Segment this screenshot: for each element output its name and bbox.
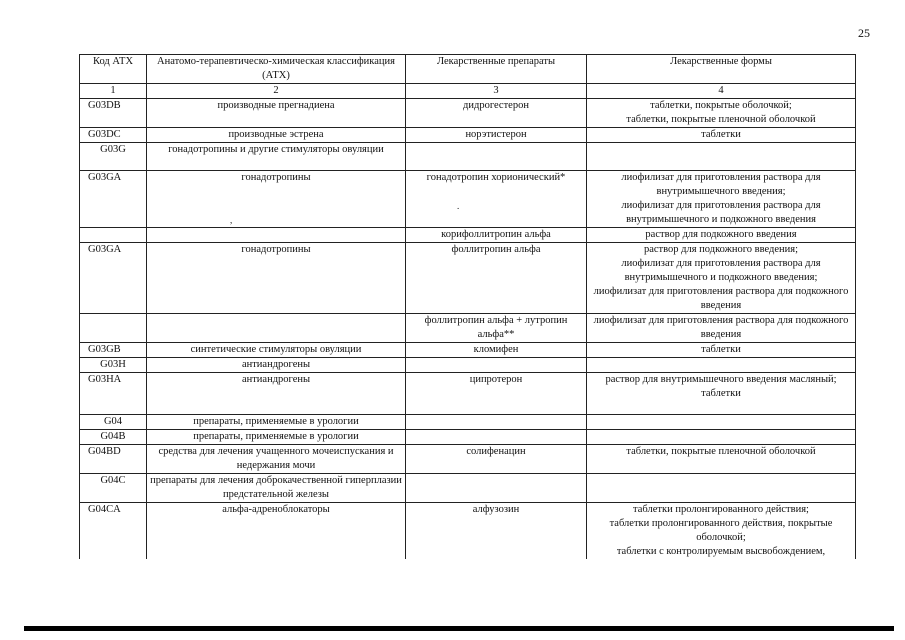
atx-class-text: производные эстрена [228,129,324,140]
atx-class-text: производные прегнадиена [217,100,335,111]
atx-class-text: антиандрогены [241,359,311,370]
dosage-form-cell [587,128,856,143]
header-atx-code: Код АТХ [80,55,147,84]
table-row [80,128,856,143]
atx-class-cell [147,99,406,128]
atx-code-cell [80,243,147,314]
atx-class-text: препараты, применяемые в урологии [193,431,359,442]
drug-cell [406,503,587,560]
table-row [80,143,856,171]
column-number: 3 [406,84,587,99]
table-row [80,358,856,373]
atx-code-text: G04B [100,431,126,442]
atx-class-text: препараты, применяемые в урологии [193,416,359,427]
page-number: 25 [858,26,870,40]
atx-code-text: G03DB [88,100,121,111]
column-number: 4 [587,84,856,99]
drug-text: фоллитропин альфа [451,244,541,255]
table-row [80,430,856,445]
stray-mark: . [457,201,460,211]
drug-text: дидрогестерон [463,100,529,111]
drug-cell [406,228,587,243]
table-row [80,503,856,560]
atx-code-cell [80,445,147,474]
atx-class-cell [147,143,406,171]
drug-cell [406,143,587,171]
header-atx-classification: Анатомо-терапевтическо-химическая классификация (АТХ) [147,55,406,84]
dosage-form-cell [587,445,856,474]
dosage-form-cell [587,373,856,415]
drug-text: алфузозин [472,504,520,515]
atx-code-text: G03DC [88,129,121,140]
table-row [80,243,856,314]
column-number: 1 [80,84,147,99]
atx-class-cell [147,243,406,314]
drug-cell [406,373,587,415]
table-row [80,415,856,430]
dosage-form-cell [587,243,856,314]
dosage-form-text: таблетки, покрытые оболочкой; таблетки, покрытые пленочной оболочкой [626,100,816,125]
atx-class-cell [147,503,406,560]
table-row [80,228,856,243]
atx-code-cell [80,430,147,445]
drug-text: гонадотропин хорионический* [426,172,566,183]
scan-bottom-edge [24,626,894,631]
atx-code-text: G03GA [88,244,122,255]
atx-code-text: G04C [100,475,126,486]
atx-class-cell [147,128,406,143]
table-row [80,445,856,474]
atx-table [79,54,856,559]
column-number: 2 [147,84,406,99]
stray-mark: , [230,215,233,225]
drug-cell [406,171,587,228]
table-row [80,474,856,503]
dosage-form-text: лиофилизат для приготовления раствора для внутримышечного введения; лиофилизат для приготовления раствора для внутримышечного и подкожного введения [621,172,821,225]
dosage-form-cell [587,343,856,358]
atx-code-text: G03H [100,359,126,370]
atx-code-text: G03GB [88,344,121,355]
drug-cell [406,99,587,128]
atx-class-cell [147,415,406,430]
dosage-form-text: раствор для подкожного введения [645,229,797,240]
header-drugs: Лекарственные препараты [406,55,587,84]
header-dosage-forms: Лекарственные формы [587,55,856,84]
atx-code-cell [80,503,147,560]
atx-class-cell [147,430,406,445]
atx-code-cell [80,99,147,128]
drug-cell [406,314,587,343]
atx-class-text: гонадотропины и другие стимуляторы овуляции [168,144,384,155]
dosage-form-cell [587,314,856,343]
atx-class-cell [147,343,406,358]
atx-class-text: препараты для лечения доброкачественной гиперплазии предстательной железы [150,475,402,500]
drug-cell [406,445,587,474]
atx-code-text: G03GA [88,172,122,183]
drug-cell [406,474,587,503]
dosage-form-text: таблетки [701,344,741,355]
table-row [80,171,856,228]
dosage-form-cell [587,474,856,503]
atx-code-cell [80,143,147,171]
dosage-form-cell [587,99,856,128]
drug-text: ципротерон [469,374,523,385]
table-row [80,314,856,343]
atx-code-text: G04 [103,416,123,427]
atx-class-cell [147,228,406,243]
dosage-form-cell [587,358,856,373]
dosage-form-text: лиофилизат для приготовления раствора для подкожного введения [593,315,849,340]
atx-class-cell [147,445,406,474]
atx-code-text: G04CA [88,504,121,515]
dosage-form-cell [587,503,856,560]
dosage-form-text: раствор для подкожного введения; лиофилизат для приготовления раствора для внутримышечного и подкожного введения; лиофилизат для приготовления раствора для подкожного введения [593,244,849,311]
atx-code-text: G04BD [88,446,121,457]
dosage-form-cell [587,415,856,430]
atx-class-text: альфа-адреноблокаторы [222,504,330,515]
dosage-form-cell [587,171,856,228]
atx-class-text: гонадотропины [241,244,311,255]
atx-code-cell [80,343,147,358]
table-row [80,343,856,358]
table-row [80,99,856,128]
atx-class-cell [147,373,406,415]
dosage-form-text: раствор для внутримышечного введения масляный; таблетки [605,374,837,399]
table-row [80,373,856,415]
dosage-form-cell [587,143,856,171]
drug-cell [406,430,587,445]
atx-code-cell [80,228,147,243]
atx-code-cell [80,415,147,430]
atx-code-cell [80,171,147,228]
drug-text: фоллитропин альфа + лутропин альфа** [424,315,568,340]
atx-class-text: гонадотропины [241,172,311,183]
atx-code-cell [80,314,147,343]
column-number-row [80,84,856,99]
table-header-row [80,55,856,84]
dosage-form-text: таблетки пролонгированного действия; таблетки пролонгированного действия, покрытые оболочкой; таблетки с контролируемым высвобождением, [609,504,833,557]
dosage-form-cell [587,430,856,445]
atx-code-cell [80,128,147,143]
atx-class-cell [147,314,406,343]
drug-cell [406,358,587,373]
drug-text: норэтистерон [465,129,527,140]
atx-class-cell [147,474,406,503]
drug-cell [406,128,587,143]
drug-text: кломифен [473,344,519,355]
atx-code-text: G03G [100,144,126,155]
dosage-form-text: таблетки, покрытые пленочной оболочкой [626,446,816,457]
dosage-form-text: таблетки [701,129,741,140]
atx-code-text: G03HA [88,374,122,385]
atx-code-cell [80,373,147,415]
drug-cell [406,343,587,358]
atx-class-text: синтетические стимуляторы овуляции [190,344,362,355]
atx-class-text: антиандрогены [241,374,311,385]
drug-cell [406,415,587,430]
drug-text: солифенацин [466,446,526,457]
drug-cell [406,243,587,314]
atx-code-cell [80,474,147,503]
atx-class-cell [147,171,406,228]
atx-class-cell [147,358,406,373]
dosage-form-cell [587,228,856,243]
atx-class-text: средства для лечения учащенного мочеиспускания и недержания мочи [158,446,394,471]
drug-text: корифоллитропин альфа [441,229,551,240]
atx-code-cell [80,358,147,373]
